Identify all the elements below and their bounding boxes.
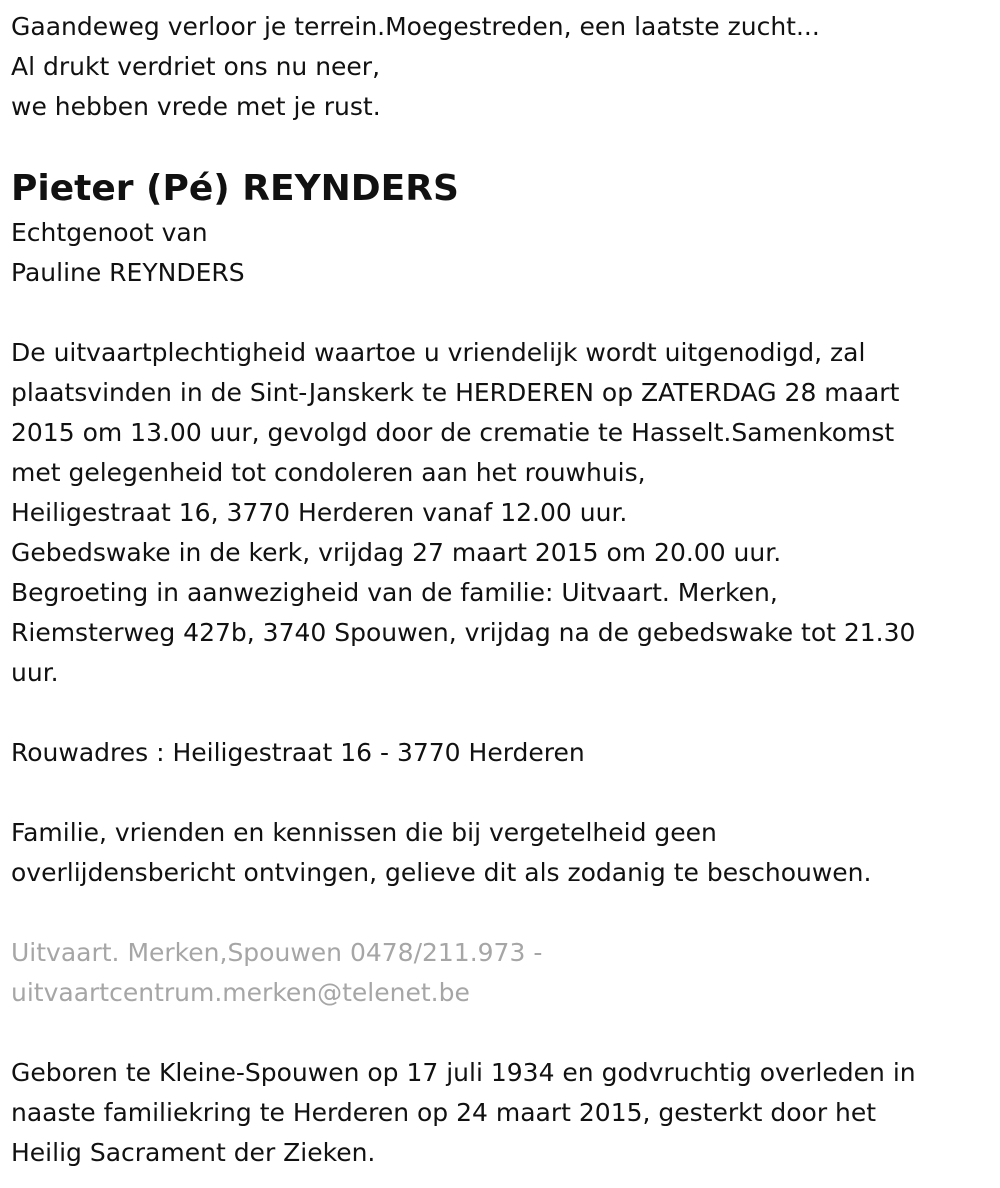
- biography-line: naaste familiekring te Herderen op 24 maart 2015, gesterkt door het: [11, 1098, 877, 1127]
- notice-line: overlijdensbericht ontvingen, gelieve dit als zodanig te beschouwen.: [11, 858, 872, 887]
- funeral-home-email[interactable]: uitvaartcentrum.merken@telenet.be: [11, 978, 470, 1007]
- biography-line: Heilig Sacrament der Zieken.: [11, 1138, 376, 1167]
- spacer: [11, 693, 1000, 733]
- ceremony-line: Begroeting in aanwezigheid van de familie: Uitvaart. Merken,: [11, 578, 778, 607]
- deceased-name: Pieter (Pé) REYNDERS: [11, 168, 459, 209]
- spacer: [11, 127, 1000, 167]
- spacer: [11, 1013, 1000, 1053]
- funeral-home-contact: [11, 933, 1000, 1013]
- spouse-name: Pauline REYNDERS: [11, 258, 245, 287]
- spacer: [11, 293, 1000, 333]
- mourning-address: Rouwadres : Heiligestraat 16 - 3770 Herderen: [11, 738, 585, 767]
- ceremony-line: plaatsvinden in de Sint-Janskerk te HERDEREN op ZATERDAG 28 maart: [11, 378, 900, 407]
- ceremony-line: uur.: [11, 658, 59, 687]
- ceremony-details: [11, 333, 1000, 693]
- spacer: [11, 893, 1000, 933]
- poem-line: Gaandeweg verloor je terrein.Moegestreden, een laatste zucht...: [11, 12, 820, 41]
- notice: [11, 813, 1000, 893]
- ceremony-line: Gebedswake in de kerk, vrijdag 27 maart 2015 om 20.00 uur.: [11, 538, 782, 567]
- biography-line: Geboren te Kleine-Spouwen op 17 juli 1934 en godvruchtig overleden in: [11, 1058, 916, 1087]
- ceremony-line: De uitvaartplechtigheid waartoe u vriendelijk wordt uitgenodigd, zal: [11, 338, 866, 367]
- ceremony-line: Riemsterweg 427b, 3740 Spouwen, vrijdag na de gebedswake tot 21.30: [11, 618, 916, 647]
- poem-line: we hebben vrede met je rust.: [11, 92, 381, 121]
- biography: [11, 1053, 1000, 1173]
- relation-label: Echtgenoot van: [11, 218, 208, 247]
- ceremony-line: 2015 om 13.00 uur, gevolgd door de crematie te Hasselt.Samenkomst: [11, 418, 895, 447]
- ceremony-line: met gelegenheid tot condoleren aan het rouwhuis,: [11, 458, 646, 487]
- poem: [11, 7, 1000, 127]
- spacer: [11, 773, 1000, 813]
- funeral-home-phone: Uitvaart. Merken,Spouwen 0478/211.973 -: [11, 938, 543, 967]
- poem-line: Al drukt verdriet ons nu neer,: [11, 52, 381, 81]
- notice-line: Familie, vrienden en kennissen die bij vergetelheid geen: [11, 818, 717, 847]
- ceremony-line: Heiligestraat 16, 3770 Herderen vanaf 12.00 uur.: [11, 498, 628, 527]
